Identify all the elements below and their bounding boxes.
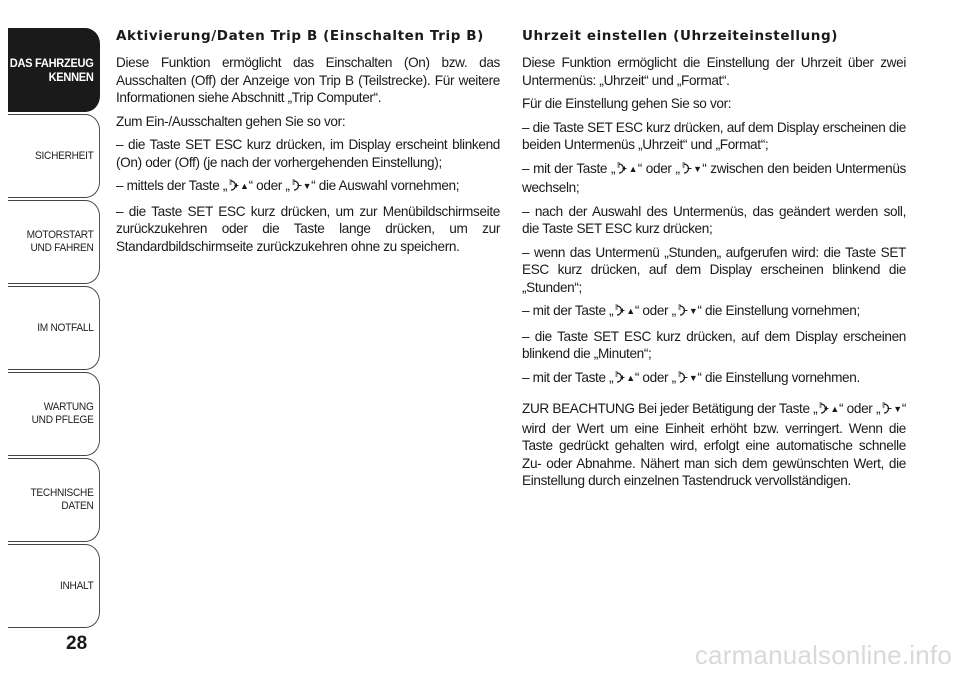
section-trip-b (116, 27, 500, 261)
tab-das-fahrzeug-kennen[interactable] (8, 28, 100, 112)
text-run: “ die Auswahl vornehmen; (311, 178, 460, 193)
tab-sicherheit[interactable] (8, 114, 100, 198)
tab-inhalt[interactable] (8, 544, 100, 628)
section-heading: Uhrzeit einstellen (Uhrzeiteinstellung) (522, 28, 839, 44)
text-run: – mit der Taste „ (522, 369, 614, 385)
tab-wartung-und-pflege[interactable] (8, 372, 100, 456)
list-item (522, 369, 906, 389)
text-run: “ oder „ (637, 160, 680, 176)
light-minus-icon (676, 371, 689, 389)
light-minus-icon (290, 179, 303, 197)
light-minus-icon (676, 304, 689, 322)
list-item: – wenn das Untermenü „Stunden„ aufgerufen wird: die Taste SET ESC kurz drücken, auf dem Display erscheinen blinkend die „Stunden“; (522, 244, 906, 295)
light-plus-icon (615, 162, 628, 180)
up-arrow-icon: ▲ (626, 306, 635, 316)
text-run: “ die Einstellung vornehmen. (697, 369, 860, 385)
tab-label: DAS FAHRZEUG KENNEN (9, 56, 94, 84)
tab-label: MOTORSTART UND FAHREN (26, 229, 94, 254)
text-run: “ zwischen den beiden Untermenüs wechseln; (522, 160, 906, 195)
down-arrow-icon: ▼ (688, 306, 698, 316)
text-run: “ die Einstellung vornehmen; (697, 303, 860, 318)
text-run: “ oder „ (839, 401, 881, 416)
section-uhrzeit-einstellen (522, 27, 906, 496)
section-heading: Aktivierung/Daten Trip B (Einschalten Trip B) (116, 28, 484, 44)
light-plus-icon (613, 371, 626, 389)
light-minus-icon (680, 162, 693, 180)
tab-technische-daten[interactable] (8, 458, 100, 542)
tab-label: SICHERHEIT (35, 149, 94, 162)
up-arrow-icon: ▲ (628, 163, 638, 174)
tab-label: IM NOTFALL (37, 321, 94, 334)
tab-im-notfall[interactable] (8, 286, 100, 370)
down-arrow-icon: ▼ (302, 181, 312, 191)
text-run: – mit der Taste „ (522, 160, 616, 176)
up-arrow-icon: ▲ (830, 404, 840, 414)
light-plus-icon (817, 402, 830, 420)
list-item: – die Taste SET ESC kurz drücken, auf dem Display erscheinen blinkend die „Minuten“; (522, 328, 906, 361)
light-plus-icon (613, 304, 626, 322)
chapter-tabs (0, 28, 102, 630)
list-item (116, 177, 500, 197)
list-item (522, 160, 906, 197)
down-arrow-icon: ▼ (688, 372, 698, 383)
text-run: “ oder „ (634, 369, 676, 385)
text-run: “ oder „ (634, 303, 676, 318)
list-item: – die Taste SET ESC kurz drücken, auf dem Display erscheinen die beiden Untermenüs „Uhrzeit“ und „Format“; (522, 119, 906, 152)
paragraph: Zum Ein-/Ausschalten gehen Sie so vor: (116, 113, 346, 129)
down-arrow-icon: ▼ (692, 163, 703, 174)
paragraph: Für die Einstellung gehen Sie so vor: (522, 96, 732, 111)
note-paragraph (522, 400, 906, 490)
paragraph: Diese Funktion ermöglicht die Einstellung der Uhrzeit über zwei Untermenüs: „Uhrzeit“ und „Format“. (522, 55, 906, 88)
tab-motorstart-und-fahren[interactable] (8, 200, 100, 284)
list-item (522, 302, 906, 322)
text-run: ZUR BEACHTUNG Bei jeder Betätigung der Taste „ (522, 401, 818, 416)
tab-label: WARTUNG UND PFLEGE (31, 401, 94, 426)
light-plus-icon (227, 179, 240, 197)
text-run: “ oder „ (248, 178, 290, 193)
light-minus-icon (880, 402, 893, 420)
up-arrow-icon: ▲ (626, 372, 635, 383)
up-arrow-icon: ▲ (240, 181, 249, 191)
down-arrow-icon: ▼ (893, 404, 902, 414)
text-run: “ wird der Wert um eine Einheit erhöht bzw. verringert. Wenn die Taste gedrückt gehalten wird, erfolgt eine automatische schnelle Zu- oder Abnahme. Nähert man sich dem gewünschten Wert, die Einstellung durch einzelnen Tastendruck vervollständigen. (522, 401, 907, 488)
page-number: 28 (66, 633, 88, 654)
tab-label: INHALT (59, 579, 94, 592)
list-item: – die Taste SET ESC kurz drücken, im Display erscheint blinkend (On) oder (Off) (je nach der vorhergehenden Einstellung); (116, 137, 500, 170)
paragraph: Diese Funktion ermöglicht das Einschalten (On) bzw. das Ausschalten (Off) der Anzeige von Trip B (Teilstrecke). Für weitere Informationen siehe Abschnitt „Trip Computer“. (116, 55, 500, 105)
watermark: carmanualsonline.info (694, 640, 952, 670)
text-run: – mit der Taste „ (522, 303, 614, 318)
list-item: – nach der Auswahl des Untermenüs, das geändert werden soll, die Taste SET ESC kurz drücken; (522, 203, 906, 236)
list-item: – die Taste SET ESC kurz drücken, um zur Menübildschirmseite zurückzukehren oder die Taste lange drücken, um zur Standardbildschirmseite zurückzukehren ohne zu speichern. (116, 203, 500, 254)
text-run: – mittels der Taste „ (116, 178, 228, 193)
tab-label: TECHNISCHE DATEN (30, 487, 94, 512)
